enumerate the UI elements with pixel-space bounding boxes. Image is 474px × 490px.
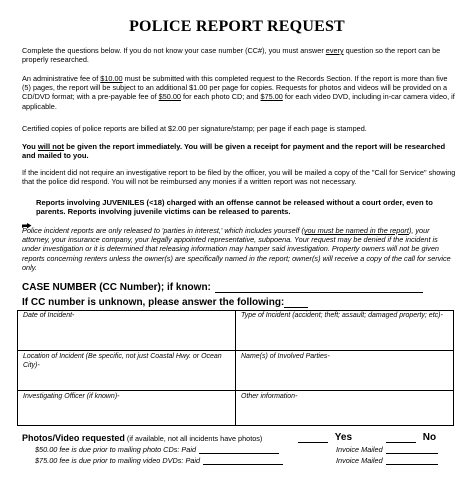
case-number-row xyxy=(22,282,423,293)
no-checkbox-line[interactable] xyxy=(386,434,416,443)
juveniles-paragraph: Reports involving JUVENILES (<18) charged with an offense cannot be released without a court order, even to parents. Reports involving juvenile victims can be released to parents. xyxy=(36,198,433,217)
photos-video-row xyxy=(22,433,262,443)
other-information-field[interactable] xyxy=(236,392,453,425)
release-text-b: ), your attorney, your insurance company, your legally appointed representative, subpoena. Your request may be denied if the incident is under investigation or it is determined that releasing information may hamper said investigation. Property owners will not be given reports concerning renters unless the owner(s) are specifically named in the report; owner(s) will receive a copy of the call for service only. xyxy=(22,226,451,272)
type-of-incident-label: Type of Incident (accident; theft; assault; damaged property; etc)- xyxy=(241,312,443,319)
release-named: you must be named in the report xyxy=(303,226,409,235)
case-number-label: CASE NUMBER (CC Number); if known: xyxy=(22,282,211,293)
photo-invoice-mailed-label: Invoice Mailed xyxy=(336,445,383,454)
table-divider-horizontal xyxy=(18,350,453,351)
receipt-text-a: You xyxy=(22,142,38,151)
yes-option xyxy=(298,432,352,443)
video-fee-label: $75.00 fee is due prior to mailing video DVDs: Paid xyxy=(35,456,201,465)
location-of-incident-field[interactable] xyxy=(18,352,235,390)
yes-label: Yes xyxy=(334,432,353,443)
location-of-incident-label: Location of Incident (Be specific, not just Coastal Hwy. or Ocean City)- xyxy=(23,353,222,369)
case-number-field[interactable] xyxy=(215,283,423,293)
fee-text-a: An administrative fee of xyxy=(22,74,101,83)
video-fee-row xyxy=(35,456,283,465)
photo-fee-label: $50.00 fee is due prior to mailing photo CDs: Paid xyxy=(35,445,197,454)
page-title: POLICE REPORT REQUEST xyxy=(129,18,345,35)
other-information-label: Other information- xyxy=(241,393,298,400)
photo-paid-field[interactable] xyxy=(199,445,279,454)
fee-amount: $10.00 xyxy=(100,74,123,83)
fee-text-c: for each photo CD; and xyxy=(181,92,261,102)
video-invoice-mailed-label: Invoice Mailed xyxy=(336,456,383,465)
receipt-paragraph xyxy=(22,142,458,160)
photo-invoice-mailed-field[interactable] xyxy=(386,445,438,454)
photo-invoice-mailed-row xyxy=(336,445,438,454)
video-invoice-mailed-field[interactable] xyxy=(386,456,438,465)
no-label: No xyxy=(422,432,437,443)
receipt-text-b: be given the report immediately. You will be given a receipt for payment and the report will be researched and mailed to you. xyxy=(22,142,446,161)
no-option xyxy=(386,432,436,443)
involved-parties-label: Name(s) of Involved Parties- xyxy=(241,353,330,360)
release-text-a: Police incident reports are only released to 'parties in interest,' which includes yourself ( xyxy=(22,226,304,235)
type-of-incident-field[interactable] xyxy=(236,311,453,350)
intro-text-a: Complete the questions below. If you do not know your case number (CC#), you must answer xyxy=(22,46,326,55)
fee-paragraph xyxy=(22,74,458,111)
date-of-incident-label: Date of Incident- xyxy=(23,312,75,319)
photos-video-label: Photos/Video requested xyxy=(22,433,125,443)
certified-copies-paragraph: Certified copies of police reports are billed at $2.00 per signature/stamp; per page if each page is stamped. xyxy=(22,124,367,133)
date-of-incident-field[interactable] xyxy=(18,311,235,350)
fee-text-d: for each video DVD, including in-car camera video, if applicable. xyxy=(22,92,455,111)
unknown-cc-label: If CC number is unknown, please answer the following: xyxy=(22,297,285,308)
photo-fee-amount: $50.00 xyxy=(158,92,181,102)
unknown-cc-row xyxy=(22,297,308,308)
yes-checkbox-line[interactable] xyxy=(298,434,328,443)
unknown-cc-underline xyxy=(284,298,308,308)
intro-paragraph xyxy=(22,46,458,64)
investigating-officer-label: Investigating Officer (if known)- xyxy=(23,393,120,400)
intro-text-b: question so the report can be properly researched. xyxy=(22,46,441,65)
receipt-will-not: will not xyxy=(37,142,65,151)
incident-info-table xyxy=(17,310,454,426)
investigation-paragraph: If the incident did not require an investigative report to be filed by the officer, you will be mailed a copy of the "Call for Service" showing that the police did respond. You will not be reimbursed any monies if a written report was not necessary. xyxy=(22,168,456,187)
photo-fee-row xyxy=(35,445,279,454)
photos-video-note: (if available, not all incidents have photos) xyxy=(124,434,263,443)
table-divider-horizontal xyxy=(18,390,453,391)
video-fee-amount: $75.00 xyxy=(260,92,283,102)
fee-text-b: must be submitted with this completed request to the Records Section. If the report is more than five (5) pages, the report will be subject to an additional $1.00 per page for copies. Requests for photos and videos will be provided on a CD/DVD format; with a pre-payable fee of xyxy=(22,74,448,102)
release-paragraph xyxy=(22,226,458,272)
intro-every: every xyxy=(325,46,344,55)
investigating-officer-field[interactable] xyxy=(18,392,235,425)
video-paid-field[interactable] xyxy=(203,456,283,465)
involved-parties-field[interactable] xyxy=(236,352,453,390)
video-invoice-mailed-row xyxy=(336,456,438,465)
